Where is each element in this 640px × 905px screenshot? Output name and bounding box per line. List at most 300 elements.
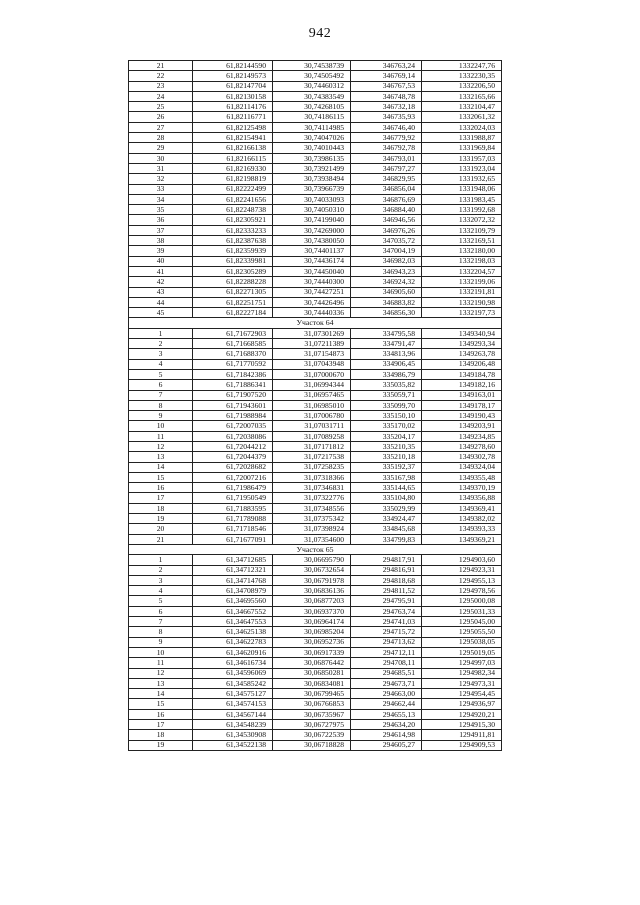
table-row <box>129 699 502 709</box>
x-coordinate-cell: 335204,17 <box>351 431 422 441</box>
latitude-cell: 61,34708979 <box>193 586 273 596</box>
table-row <box>129 524 502 534</box>
x-coordinate-cell: 346767,53 <box>351 81 422 91</box>
y-coordinate-cell: 1332190,98 <box>422 297 502 307</box>
latitude-cell: 61,82305921 <box>193 215 273 225</box>
y-coordinate-cell: 1349369,21 <box>422 534 502 544</box>
longitude-cell: 30,74186115 <box>273 112 351 122</box>
longitude-cell: 31,07043948 <box>273 359 351 369</box>
point-number-cell: 9 <box>129 637 193 647</box>
x-coordinate-cell: 346856,30 <box>351 308 422 318</box>
latitude-cell: 61,82271305 <box>193 287 273 297</box>
x-coordinate-cell: 294715,72 <box>351 627 422 637</box>
point-number-cell: 14 <box>129 689 193 699</box>
x-coordinate-cell: 335167,98 <box>351 472 422 482</box>
latitude-cell: 61,82359939 <box>193 246 273 256</box>
table-row <box>129 709 502 719</box>
y-coordinate-cell: 1349324,04 <box>422 462 502 472</box>
longitude-cell: 30,74450040 <box>273 266 351 276</box>
table-row <box>129 122 502 132</box>
table-row <box>129 441 502 451</box>
y-coordinate-cell: 1331983,45 <box>422 194 502 204</box>
latitude-cell: 61,71672903 <box>193 328 273 338</box>
point-number-cell: 32 <box>129 174 193 184</box>
latitude-cell: 61,82154941 <box>193 133 273 143</box>
y-coordinate-cell: 1349190,43 <box>422 411 502 421</box>
latitude-cell: 61,71943601 <box>193 400 273 410</box>
longitude-cell: 30,74440300 <box>273 277 351 287</box>
longitude-cell: 30,74383549 <box>273 91 351 101</box>
point-number-cell: 13 <box>129 452 193 462</box>
latitude-cell: 61,34647553 <box>193 617 273 627</box>
longitude-cell: 30,74401137 <box>273 246 351 256</box>
x-coordinate-cell: 346876,69 <box>351 194 422 204</box>
point-number-cell: 2 <box>129 339 193 349</box>
y-coordinate-cell: 1332109,79 <box>422 225 502 235</box>
longitude-cell: 30,06791978 <box>273 575 351 585</box>
table-row <box>129 400 502 410</box>
table-row <box>129 720 502 730</box>
table-row <box>129 472 502 482</box>
x-coordinate-cell: 294614,98 <box>351 730 422 740</box>
point-number-cell: 24 <box>129 91 193 101</box>
table-row <box>129 658 502 668</box>
table-row <box>129 266 502 276</box>
table-row <box>129 277 502 287</box>
x-coordinate-cell: 347035,72 <box>351 236 422 246</box>
table-row <box>129 297 502 307</box>
y-coordinate-cell: 1349356,88 <box>422 493 502 503</box>
latitude-cell: 61,82166138 <box>193 143 273 153</box>
point-number-cell: 42 <box>129 277 193 287</box>
longitude-cell: 30,06735967 <box>273 709 351 719</box>
table-row <box>129 194 502 204</box>
point-number-cell: 29 <box>129 143 193 153</box>
table-row <box>129 606 502 616</box>
x-coordinate-cell: 294818,68 <box>351 575 422 585</box>
x-coordinate-cell: 294795,91 <box>351 596 422 606</box>
y-coordinate-cell: 1295031,33 <box>422 606 502 616</box>
table-row <box>129 678 502 688</box>
longitude-cell: 31,07089258 <box>273 431 351 441</box>
x-coordinate-cell: 335029,99 <box>351 503 422 513</box>
point-number-cell: 30 <box>129 153 193 163</box>
latitude-cell: 61,71842386 <box>193 369 273 379</box>
longitude-cell: 30,06722539 <box>273 730 351 740</box>
table-row <box>129 390 502 400</box>
latitude-cell: 61,71907520 <box>193 390 273 400</box>
point-number-cell: 21 <box>129 534 193 544</box>
y-coordinate-cell: 1295000,08 <box>422 596 502 606</box>
y-coordinate-cell: 1349278,60 <box>422 441 502 451</box>
latitude-cell: 61,72007035 <box>193 421 273 431</box>
x-coordinate-cell: 334906,45 <box>351 359 422 369</box>
table-row <box>129 133 502 143</box>
point-number-cell: 44 <box>129 297 193 307</box>
longitude-cell: 30,74199040 <box>273 215 351 225</box>
latitude-cell: 61,82144590 <box>193 61 273 71</box>
table-row <box>129 462 502 472</box>
longitude-cell: 30,06836136 <box>273 586 351 596</box>
x-coordinate-cell: 346976,26 <box>351 225 422 235</box>
table-row <box>129 586 502 596</box>
latitude-cell: 61,71718546 <box>193 524 273 534</box>
latitude-cell: 61,82147704 <box>193 81 273 91</box>
longitude-cell: 30,06850281 <box>273 668 351 678</box>
longitude-cell: 30,06877203 <box>273 596 351 606</box>
latitude-cell: 61,71988984 <box>193 411 273 421</box>
x-coordinate-cell: 335104,80 <box>351 493 422 503</box>
point-number-cell: 3 <box>129 575 193 585</box>
longitude-cell: 30,06876442 <box>273 658 351 668</box>
y-coordinate-cell: 1295038,05 <box>422 637 502 647</box>
latitude-cell: 61,82305289 <box>193 266 273 276</box>
x-coordinate-cell: 346735,93 <box>351 112 422 122</box>
point-number-cell: 1 <box>129 328 193 338</box>
point-number-cell: 1 <box>129 555 193 565</box>
longitude-cell: 31,07211389 <box>273 339 351 349</box>
x-coordinate-cell: 346793,01 <box>351 153 422 163</box>
longitude-cell: 30,74268105 <box>273 102 351 112</box>
longitude-cell: 30,06917339 <box>273 647 351 657</box>
x-coordinate-cell: 346856,04 <box>351 184 422 194</box>
table-row <box>129 225 502 235</box>
point-number-cell: 31 <box>129 163 193 173</box>
y-coordinate-cell: 1294923,31 <box>422 565 502 575</box>
x-coordinate-cell: 346943,23 <box>351 266 422 276</box>
x-coordinate-cell: 294634,20 <box>351 720 422 730</box>
x-coordinate-cell: 294662,44 <box>351 699 422 709</box>
point-number-cell: 40 <box>129 256 193 266</box>
point-number-cell: 5 <box>129 596 193 606</box>
point-number-cell: 12 <box>129 441 193 451</box>
longitude-cell: 31,07346831 <box>273 483 351 493</box>
latitude-cell: 61,72007216 <box>193 472 273 482</box>
point-number-cell: 35 <box>129 205 193 215</box>
table-row <box>129 308 502 318</box>
x-coordinate-cell: 346748,78 <box>351 91 422 101</box>
y-coordinate-cell: 1332230,35 <box>422 71 502 81</box>
table-row <box>129 287 502 297</box>
table-row <box>129 493 502 503</box>
point-number-cell: 4 <box>129 586 193 596</box>
longitude-cell: 30,73921499 <box>273 163 351 173</box>
point-number-cell: 15 <box>129 472 193 482</box>
longitude-cell: 30,74033093 <box>273 194 351 204</box>
x-coordinate-cell: 346829,95 <box>351 174 422 184</box>
longitude-cell: 30,06799465 <box>273 689 351 699</box>
point-number-cell: 45 <box>129 308 193 318</box>
x-coordinate-cell: 294816,91 <box>351 565 422 575</box>
y-coordinate-cell: 1349206,48 <box>422 359 502 369</box>
point-number-cell: 21 <box>129 61 193 71</box>
y-coordinate-cell: 1349182,16 <box>422 380 502 390</box>
point-number-cell: 18 <box>129 730 193 740</box>
point-number-cell: 8 <box>129 400 193 410</box>
longitude-cell: 31,07000670 <box>273 369 351 379</box>
y-coordinate-cell: 1331988,87 <box>422 133 502 143</box>
y-coordinate-cell: 1294997,03 <box>422 658 502 668</box>
y-coordinate-cell: 1332199,06 <box>422 277 502 287</box>
longitude-cell: 31,07171812 <box>273 441 351 451</box>
point-number-cell: 5 <box>129 369 193 379</box>
point-number-cell: 34 <box>129 194 193 204</box>
longitude-cell: 31,06985010 <box>273 400 351 410</box>
y-coordinate-cell: 1332198,03 <box>422 256 502 266</box>
y-coordinate-cell: 1332061,32 <box>422 112 502 122</box>
point-number-cell: 18 <box>129 503 193 513</box>
point-number-cell: 9 <box>129 411 193 421</box>
point-number-cell: 4 <box>129 359 193 369</box>
y-coordinate-cell: 1349163,01 <box>422 390 502 400</box>
point-number-cell: 8 <box>129 627 193 637</box>
table-row <box>129 503 502 513</box>
longitude-cell: 31,07217538 <box>273 452 351 462</box>
y-coordinate-cell: 1294911,81 <box>422 730 502 740</box>
x-coordinate-cell: 346883,82 <box>351 297 422 307</box>
point-number-cell: 17 <box>129 493 193 503</box>
longitude-cell: 31,06957465 <box>273 390 351 400</box>
y-coordinate-cell: 1332180,00 <box>422 246 502 256</box>
latitude-cell: 61,71950549 <box>193 493 273 503</box>
latitude-cell: 61,82387638 <box>193 236 273 246</box>
x-coordinate-cell: 294655,13 <box>351 709 422 719</box>
x-coordinate-cell: 294817,91 <box>351 555 422 565</box>
latitude-cell: 61,34596069 <box>193 668 273 678</box>
point-number-cell: 10 <box>129 421 193 431</box>
x-coordinate-cell: 334791,47 <box>351 339 422 349</box>
x-coordinate-cell: 294685,51 <box>351 668 422 678</box>
y-coordinate-cell: 1295045,00 <box>422 617 502 627</box>
x-coordinate-cell: 294811,52 <box>351 586 422 596</box>
longitude-cell: 30,74269000 <box>273 225 351 235</box>
longitude-cell: 30,74440336 <box>273 308 351 318</box>
x-coordinate-cell: 346946,56 <box>351 215 422 225</box>
latitude-cell: 61,72044379 <box>193 452 273 462</box>
table-row <box>129 369 502 379</box>
y-coordinate-cell: 1349393,33 <box>422 524 502 534</box>
table-row <box>129 668 502 678</box>
y-coordinate-cell: 1294915,30 <box>422 720 502 730</box>
y-coordinate-cell: 1331948,06 <box>422 184 502 194</box>
point-number-cell: 7 <box>129 617 193 627</box>
x-coordinate-cell: 346905,60 <box>351 287 422 297</box>
longitude-cell: 30,74538739 <box>273 61 351 71</box>
latitude-cell: 61,34667552 <box>193 606 273 616</box>
x-coordinate-cell: 294763,74 <box>351 606 422 616</box>
longitude-cell: 30,06695790 <box>273 555 351 565</box>
y-coordinate-cell: 1331932,65 <box>422 174 502 184</box>
point-number-cell: 41 <box>129 266 193 276</box>
table-row <box>129 689 502 699</box>
latitude-cell: 61,34616734 <box>193 658 273 668</box>
latitude-cell: 61,71668585 <box>193 339 273 349</box>
x-coordinate-cell: 335144,65 <box>351 483 422 493</box>
point-number-cell: 20 <box>129 524 193 534</box>
latitude-cell: 61,34712685 <box>193 555 273 565</box>
table-row <box>129 534 502 544</box>
latitude-cell: 61,82116771 <box>193 112 273 122</box>
latitude-cell: 61,82125498 <box>193 122 273 132</box>
latitude-cell: 61,82130158 <box>193 91 273 101</box>
latitude-cell: 61,34695560 <box>193 596 273 606</box>
latitude-cell: 61,82288228 <box>193 277 273 287</box>
table-row <box>129 246 502 256</box>
table-row <box>129 153 502 163</box>
table-row <box>129 71 502 81</box>
y-coordinate-cell: 1332165,66 <box>422 91 502 101</box>
table-row <box>129 617 502 627</box>
point-number-cell: 19 <box>129 740 193 750</box>
point-number-cell: 6 <box>129 606 193 616</box>
x-coordinate-cell: 335210,35 <box>351 441 422 451</box>
x-coordinate-cell: 335210,18 <box>351 452 422 462</box>
y-coordinate-cell: 1349382,02 <box>422 514 502 524</box>
latitude-cell: 61,34622783 <box>193 637 273 647</box>
point-number-cell: 17 <box>129 720 193 730</box>
coordinates-table-body <box>129 61 502 751</box>
table-row <box>129 575 502 585</box>
table-row <box>129 730 502 740</box>
y-coordinate-cell: 1294936,97 <box>422 699 502 709</box>
section-header-row <box>129 544 502 554</box>
x-coordinate-cell: 335150,10 <box>351 411 422 421</box>
y-coordinate-cell: 1332072,32 <box>422 215 502 225</box>
y-coordinate-cell: 1294954,45 <box>422 689 502 699</box>
longitude-cell: 30,06985204 <box>273 627 351 637</box>
y-coordinate-cell: 1294920,21 <box>422 709 502 719</box>
x-coordinate-cell: 346769,14 <box>351 71 422 81</box>
coordinates-table <box>128 60 502 751</box>
y-coordinate-cell: 1349263,78 <box>422 349 502 359</box>
x-coordinate-cell: 294712,11 <box>351 647 422 657</box>
table-row <box>129 514 502 524</box>
point-number-cell: 39 <box>129 246 193 256</box>
longitude-cell: 30,74436174 <box>273 256 351 266</box>
x-coordinate-cell: 294663,00 <box>351 689 422 699</box>
table-row <box>129 647 502 657</box>
y-coordinate-cell: 1294978,56 <box>422 586 502 596</box>
y-coordinate-cell: 1295055,50 <box>422 627 502 637</box>
table-row <box>129 112 502 122</box>
longitude-cell: 30,74460312 <box>273 81 351 91</box>
y-coordinate-cell: 1331992,68 <box>422 205 502 215</box>
y-coordinate-cell: 1332191,81 <box>422 287 502 297</box>
latitude-cell: 61,71883595 <box>193 503 273 513</box>
longitude-cell: 30,06937370 <box>273 606 351 616</box>
section-header-row <box>129 318 502 328</box>
latitude-cell: 61,82251751 <box>193 297 273 307</box>
x-coordinate-cell: 334799,83 <box>351 534 422 544</box>
longitude-cell: 30,74047026 <box>273 133 351 143</box>
latitude-cell: 61,71677091 <box>193 534 273 544</box>
x-coordinate-cell: 334924,47 <box>351 514 422 524</box>
latitude-cell: 61,82248738 <box>193 205 273 215</box>
point-number-cell: 2 <box>129 565 193 575</box>
latitude-cell: 61,72028682 <box>193 462 273 472</box>
table-row <box>129 483 502 493</box>
table-row <box>129 431 502 441</box>
x-coordinate-cell: 294708,11 <box>351 658 422 668</box>
point-number-cell: 3 <box>129 349 193 359</box>
latitude-cell: 61,34625138 <box>193 627 273 637</box>
point-number-cell: 14 <box>129 462 193 472</box>
longitude-cell: 31,07301269 <box>273 328 351 338</box>
latitude-cell: 61,71688370 <box>193 349 273 359</box>
table-row <box>129 143 502 153</box>
latitude-cell: 61,82222499 <box>193 184 273 194</box>
table-row <box>129 91 502 101</box>
y-coordinate-cell: 1294955,13 <box>422 575 502 585</box>
longitude-cell: 30,74426496 <box>273 297 351 307</box>
latitude-cell: 61,82339981 <box>193 256 273 266</box>
longitude-cell: 30,73986135 <box>273 153 351 163</box>
latitude-cell: 61,72044212 <box>193 441 273 451</box>
x-coordinate-cell: 347004,19 <box>351 246 422 256</box>
x-coordinate-cell: 334986,79 <box>351 369 422 379</box>
table-row <box>129 565 502 575</box>
x-coordinate-cell: 346792,78 <box>351 143 422 153</box>
y-coordinate-cell: 1349370,19 <box>422 483 502 493</box>
table-row <box>129 163 502 173</box>
y-coordinate-cell: 1294909,53 <box>422 740 502 750</box>
longitude-cell: 30,73966739 <box>273 184 351 194</box>
table-row <box>129 61 502 71</box>
latitude-cell: 61,72038086 <box>193 431 273 441</box>
point-number-cell: 33 <box>129 184 193 194</box>
longitude-cell: 30,74010443 <box>273 143 351 153</box>
latitude-cell: 61,34548239 <box>193 720 273 730</box>
longitude-cell: 30,06718828 <box>273 740 351 750</box>
longitude-cell: 31,07031711 <box>273 421 351 431</box>
longitude-cell: 31,07348556 <box>273 503 351 513</box>
x-coordinate-cell: 335059,71 <box>351 390 422 400</box>
section-title: Участок 64 <box>129 318 502 328</box>
y-coordinate-cell: 1349184,78 <box>422 369 502 379</box>
table-row <box>129 411 502 421</box>
table-row <box>129 452 502 462</box>
x-coordinate-cell: 346797,27 <box>351 163 422 173</box>
y-coordinate-cell: 1294982,34 <box>422 668 502 678</box>
longitude-cell: 30,74427251 <box>273 287 351 297</box>
point-number-cell: 25 <box>129 102 193 112</box>
longitude-cell: 31,07375342 <box>273 514 351 524</box>
latitude-cell: 61,71886341 <box>193 380 273 390</box>
longitude-cell: 31,07006780 <box>273 411 351 421</box>
longitude-cell: 30,06727975 <box>273 720 351 730</box>
latitude-cell: 61,82114176 <box>193 102 273 112</box>
table-row <box>129 380 502 390</box>
longitude-cell: 31,07354600 <box>273 534 351 544</box>
y-coordinate-cell: 1294903,60 <box>422 555 502 565</box>
longitude-cell: 30,06732654 <box>273 565 351 575</box>
point-number-cell: 15 <box>129 699 193 709</box>
x-coordinate-cell: 335192,37 <box>351 462 422 472</box>
x-coordinate-cell: 294605,27 <box>351 740 422 750</box>
x-coordinate-cell: 346924,32 <box>351 277 422 287</box>
x-coordinate-cell: 346732,18 <box>351 102 422 112</box>
latitude-cell: 61,34567144 <box>193 709 273 719</box>
x-coordinate-cell: 334795,58 <box>351 328 422 338</box>
table-row <box>129 215 502 225</box>
x-coordinate-cell: 346746,40 <box>351 122 422 132</box>
point-number-cell: 28 <box>129 133 193 143</box>
longitude-cell: 30,06964174 <box>273 617 351 627</box>
point-number-cell: 16 <box>129 483 193 493</box>
point-number-cell: 43 <box>129 287 193 297</box>
longitude-cell: 31,07398924 <box>273 524 351 534</box>
y-coordinate-cell: 1332204,57 <box>422 266 502 276</box>
